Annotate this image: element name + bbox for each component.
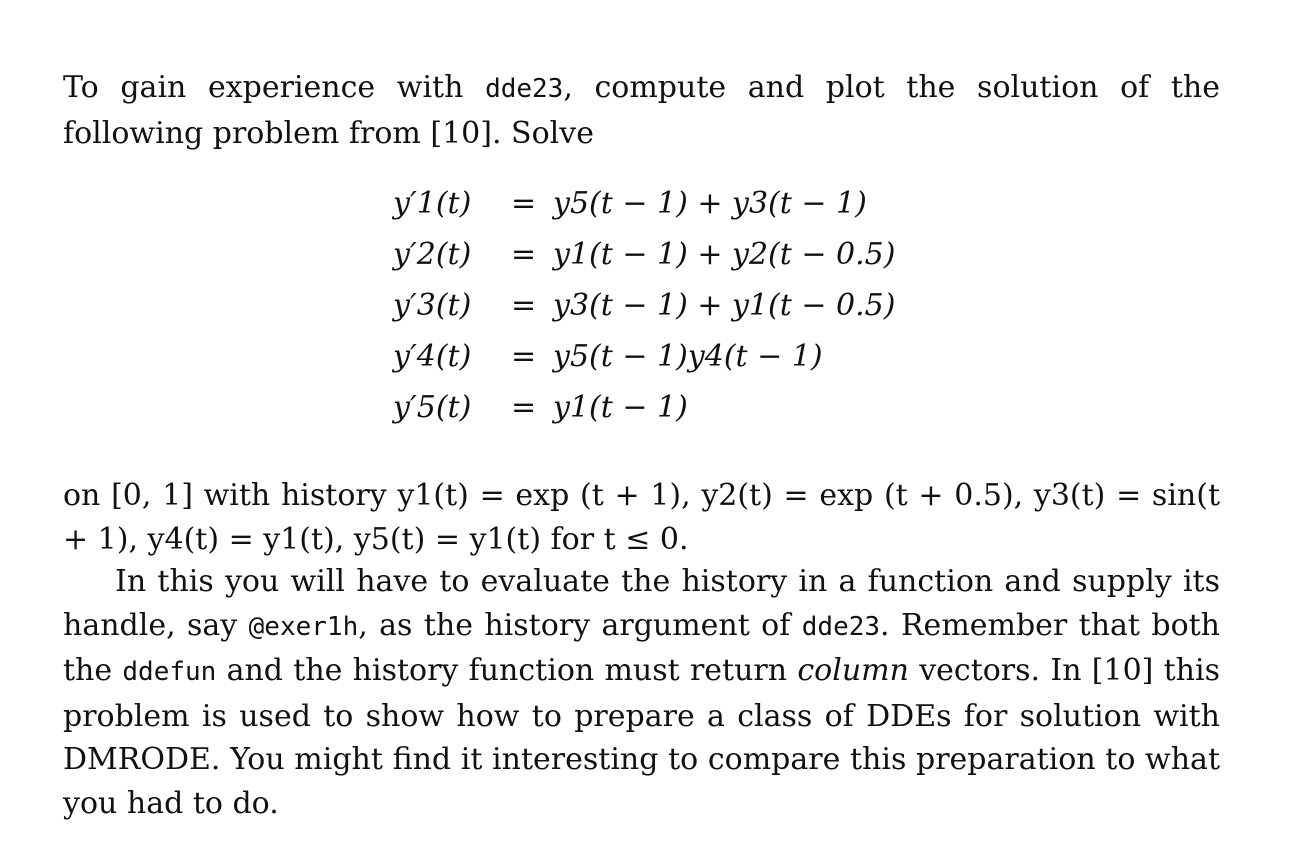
code-ddefun: ddefun bbox=[122, 657, 217, 687]
equation-lhs: y′2(t) bbox=[393, 237, 472, 272]
equation-rhs: y5(t − 1) + y3(t − 1) bbox=[553, 186, 867, 221]
intro-text-1: To gain experience with bbox=[63, 70, 464, 105]
body-text-5: vectors. In [10] this problem is used to show how to prepare a class of DDEs for solution with DMRODE. You might find it interesting to compare this preparation to what you had to do. bbox=[63, 653, 1220, 821]
equation-equals: = bbox=[511, 390, 537, 425]
equation-equals: = bbox=[511, 237, 537, 272]
history-paragraph: on [0, 1] with history y1(t) = exp (t + 1), y2(t) = exp (t + 0.5), y3(t) = sin(t + 1), y4(t) = y1(t), y5(t) = y1(t) for t ≤ 0. bbox=[63, 478, 1220, 557]
equation-lhs: y′5(t) bbox=[393, 390, 472, 425]
equation-lhs: y′3(t) bbox=[393, 288, 472, 323]
emphasis-column: column bbox=[797, 653, 909, 688]
body-text-4: and the history function must return bbox=[226, 653, 788, 688]
equation-rhs: y5(t − 1)y4(t − 1) bbox=[553, 339, 823, 374]
body-text-2: , as the history argument of bbox=[358, 607, 791, 643]
intro-paragraph bbox=[63, 66, 1220, 155]
body-text-1: In this you will have to evaluate the history in a function and supply its handle, say bbox=[63, 564, 1220, 643]
equation-lhs: y′4(t) bbox=[393, 339, 472, 374]
body-paragraph bbox=[63, 560, 1220, 825]
equation-equals: = bbox=[511, 339, 537, 374]
intro-text-2: , compute and plot the solution of the following problem from [10]. Solve bbox=[63, 70, 1220, 151]
equation-equals: = bbox=[511, 186, 537, 221]
equation-rhs: y1(t − 1) + y2(t − 0.5) bbox=[553, 237, 896, 272]
equation-equals: = bbox=[511, 288, 537, 323]
equation-rhs: y3(t − 1) + y1(t − 0.5) bbox=[553, 288, 896, 323]
code-dde23: dde23 bbox=[485, 74, 564, 104]
code-dde23-2: dde23 bbox=[801, 611, 881, 642]
body-text-3: . Remember that both the bbox=[63, 607, 1221, 688]
equation-lhs: y′1(t) bbox=[393, 186, 472, 221]
code-exer1h: @exer1h bbox=[248, 611, 359, 642]
equation-rhs: y1(t − 1) bbox=[553, 390, 688, 425]
